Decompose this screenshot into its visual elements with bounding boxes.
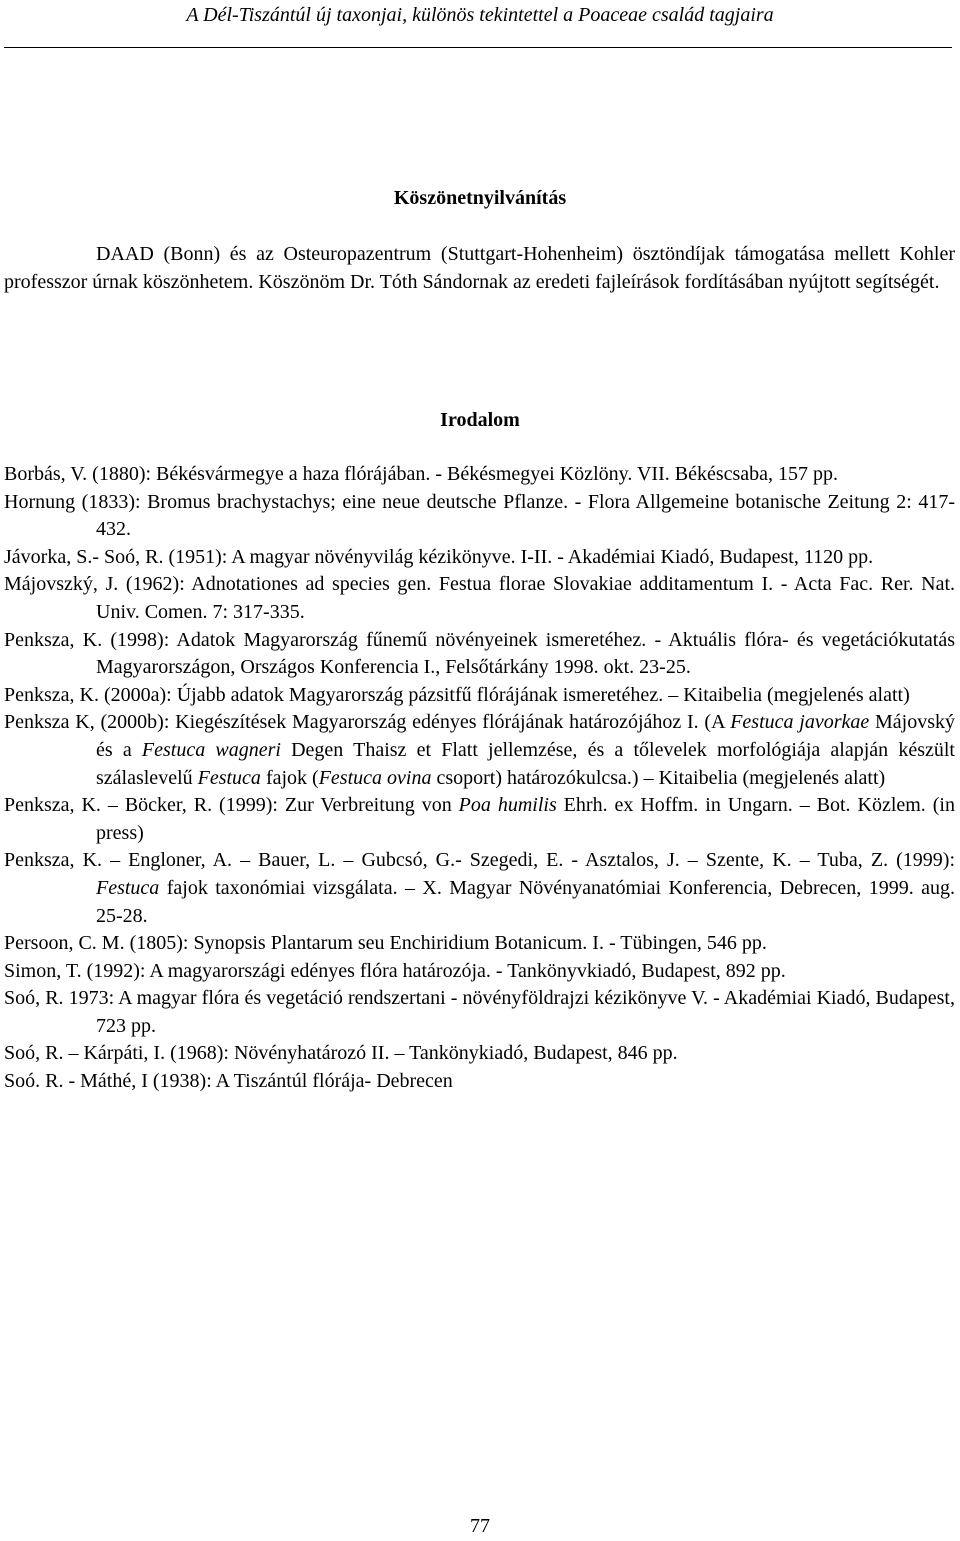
- reference-entry: [4, 709, 955, 792]
- reference-text: Soó, R. – Kárpáti, I. (1968): Növényhatározó II. – Tankönykiadó, Budapest, 846 pp.: [4, 1042, 678, 1065]
- reference-entry: [4, 544, 955, 572]
- reference-italic-text: Poa humilis: [458, 794, 557, 817]
- reference-entry: [4, 1068, 955, 1096]
- reference-text: Borbás, V. (1880): Békésvármegye a haza flórájában. - Békésmegyei Közlöny. VII. Békéscsaba, 157 pp.: [4, 463, 839, 485]
- reference-text: Penksza, K. – Böcker, R. (1999): Zur Verbreitung von: [4, 794, 459, 817]
- reference-text: Penksza, K. (1998): Adatok Magyarország fűnemű növényeinek ismeretéhez. - Aktuális flóra- és vegetációkutatás Magyarországon, Országos Konferencia I., Felsőtárkány 1998. okt. 23-25.: [4, 628, 955, 679]
- reference-text: Persoon, C. M. (1805): Synopsis Plantarum seu Enchiridium Botanicum. I. - Tübingen, 546 pp.: [4, 932, 767, 955]
- reference-text: Soó. R. - Máthé, I (1938): A Tiszántúl flórája- Debrecen: [4, 1070, 453, 1093]
- reference-entry: [4, 571, 955, 626]
- reference-list: [4, 461, 955, 1096]
- reference-entry: [4, 930, 955, 958]
- reference-text: Penksza, K. – Engloner, A. – Bauer, L. – Gubcsó, G.- Szegedi, E. - Asztalos, J. – Szente, K. – Tuba, Z. (1999):: [4, 849, 955, 872]
- reference-text: fajok taxonómiai vizsgálata. – X. Magyar Növényanatómiai Konferencia, Debrecen, 1999. aug. 25-28.: [96, 876, 955, 927]
- acknowledgements-paragraph: DAAD (Bonn) és az Osteuropazentrum (Stuttgart-Hohenheim) ösztöndíjak támogatása mellett Kohler professzor úrnak köszönhetem. Köszönöm Dr. Tóth Sándornak az eredeti fajleírások fordításában nyújtott segítségét.: [4, 243, 955, 293]
- reference-text: Májovský és a: [96, 711, 956, 761]
- reference-italic-text: Festuca wagneri: [141, 738, 281, 761]
- reference-italic-text: Festuca: [197, 766, 261, 789]
- reference-entry: [4, 627, 955, 682]
- reference-entry: [4, 792, 955, 847]
- reference-entry: [4, 958, 955, 986]
- reference-italic-text: Festuca ovina: [318, 766, 432, 789]
- reference-text: Hornung (1833): Bromus brachystachys; eine neue deutsche Pflanze. - Flora Allgemeine botanische Zeitung 2: 417-432.: [4, 490, 955, 541]
- reference-italic-text: Festuca: [96, 876, 160, 899]
- reference-text: Penksza, K. (2000a): Újabb adatok Magyarország pázsitfű flórájának ismeretéhez. – Kitaibelia (megjelenés alatt): [4, 683, 910, 706]
- acknowledgements-heading: Köszönetnyilvánítás: [393, 187, 567, 209]
- header-rule: [4, 47, 952, 48]
- reference-entry: [4, 461, 955, 489]
- literature-heading: Irodalom: [440, 409, 520, 431]
- reference-text: Ehrh. ex Hoffm. in Ungarn. – Bot. Közlem. (in press): [96, 794, 955, 844]
- reference-text: csoport) határozókulcsa.) – Kitaibelia (megjelenés alatt): [431, 766, 886, 789]
- reference-italic-text: Festuca javorkae: [730, 711, 870, 734]
- reference-entry: [4, 489, 955, 544]
- reference-text: Simon, T. (1992): A magyarországi edényes flóra határozója. - Tankönyvkiadó, Budapest, 892 pp.: [4, 959, 786, 982]
- reference-entry: [4, 1040, 955, 1068]
- reference-text: Degen Thaisz et Flatt jellemzése, és a tőlevelek morfológiája alapján készült szálaslevelű: [96, 738, 955, 789]
- reference-entry: [4, 985, 955, 1040]
- reference-entry: [4, 682, 955, 710]
- running-head: A Dél-Tiszántúl új taxonjai, különös tekintettel a Poaceae család tagjaira: [186, 4, 774, 26]
- reference-entry: [4, 847, 955, 930]
- reference-text: fajok (: [260, 766, 319, 789]
- page-number: 77: [470, 1515, 490, 1537]
- reference-text: Penksza K, (2000b): Kiegészítések Magyarország edényes flórájának határozójához I. (A: [4, 711, 731, 734]
- reference-text: Jávorka, S.- Soó, R. (1951): A magyar növényvilág kézikönyve. I-II. - Akadémiai Kiadó, Budapest, 1120 pp.: [4, 545, 874, 568]
- reference-text: Soó, R. 1973: A magyar flóra és vegetáció rendszertani - növényföldrajzi kézikönyve V. - Akadémiai Kiadó, Budapest, 723 pp.: [4, 987, 955, 1037]
- reference-text: Májovszký, J. (1962): Adnotationes ad species gen. Festua florae Slovakiae additamentum I. - Acta Fac. Rer. Nat. Univ. Comen. 7: 317-335.: [4, 573, 955, 623]
